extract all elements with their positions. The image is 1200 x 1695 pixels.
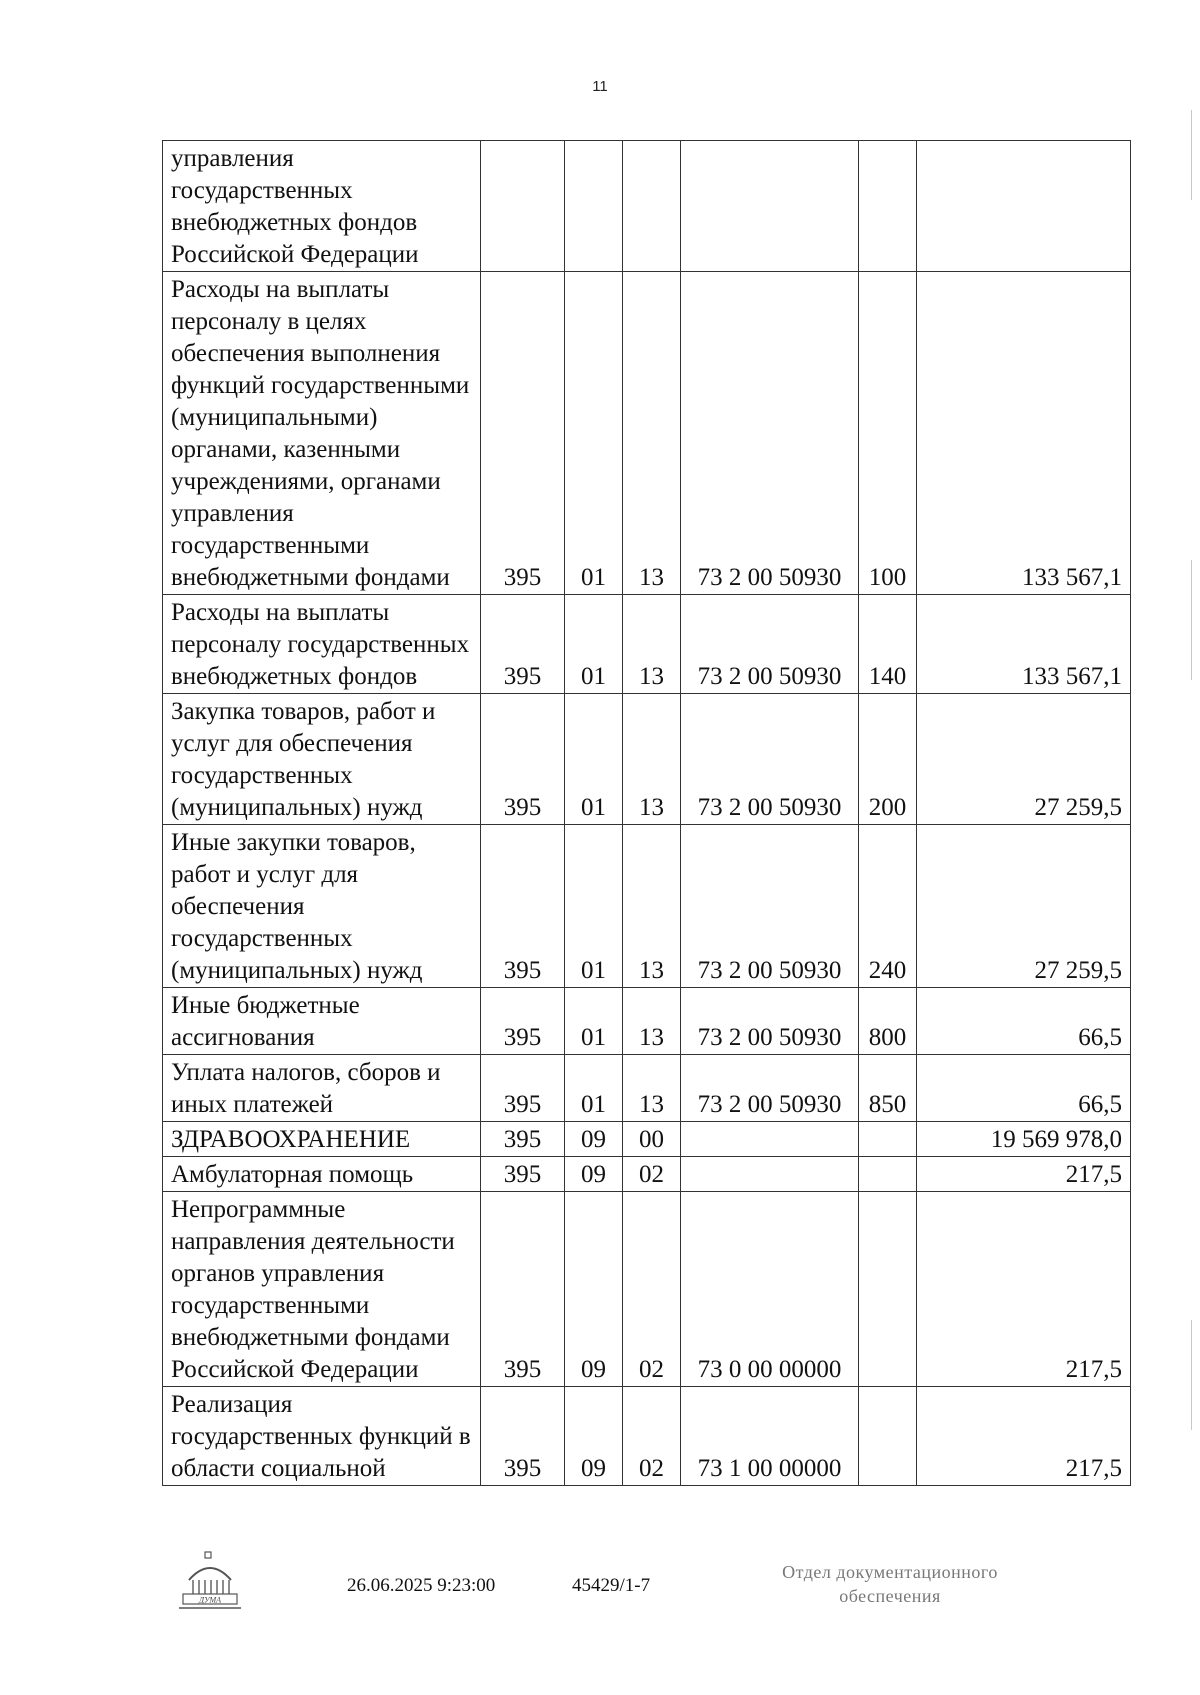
table-row (163, 1122, 1131, 1157)
cell-pr: 13 (623, 988, 681, 1055)
table-row (163, 141, 1131, 272)
cell-name: Закупка товаров, работ и услуг для обеспечения государственных (муниципальных) нужд (163, 694, 481, 825)
cell-csr: 73 2 00 50930 (681, 694, 859, 825)
cell-name: Амбулаторная помощь (163, 1157, 481, 1192)
cell-rz: 09 (565, 1192, 623, 1387)
table-row (163, 1387, 1131, 1486)
cell-ved: 395 (481, 1387, 565, 1486)
cell-vr (859, 1387, 917, 1486)
footer-reg-number: 45429/1-7 (572, 1575, 651, 1596)
cell-vr (859, 141, 917, 272)
svg-text:ДУМА: ДУМА (198, 1595, 222, 1605)
cell-csr (681, 141, 859, 272)
department-stamp (740, 1560, 1040, 1608)
cell-sum: 133 567,1 (917, 272, 1131, 595)
footer-datetime: 26.06.2025 9:23:00 (347, 1575, 496, 1596)
cell-pr: 02 (623, 1192, 681, 1387)
cell-ved: 395 (481, 1157, 565, 1192)
cell-vr: 850 (859, 1055, 917, 1122)
cell-vr (859, 1157, 917, 1192)
scan-edge-mark (1191, 110, 1192, 200)
cell-csr: 73 2 00 50930 (681, 272, 859, 595)
duma-logo (175, 1550, 245, 1614)
cell-pr: 02 (623, 1387, 681, 1486)
cell-rz: 09 (565, 1157, 623, 1192)
table-row (163, 988, 1131, 1055)
cell-name: Уплата налогов, сборов и иных платежей (163, 1055, 481, 1122)
table-row (163, 694, 1131, 825)
cell-pr: 13 (623, 595, 681, 694)
cell-name: Расходы на выплаты персоналу в целях обеспечения выполнения функций государственными (муниципальными) органами, казенными учреждениями, органами управления государственными внебюджетными фондами (163, 272, 481, 595)
cell-vr (859, 1122, 917, 1157)
table-row (163, 595, 1131, 694)
cell-rz: 01 (565, 694, 623, 825)
table-row (163, 1055, 1131, 1122)
cell-rz: 01 (565, 825, 623, 988)
cell-name: Иные закупки товаров, работ и услуг для обеспечения государственных (муниципальных) нужд (163, 825, 481, 988)
cell-csr (681, 1157, 859, 1192)
table-row (163, 272, 1131, 595)
cell-rz: 01 (565, 1055, 623, 1122)
cell-pr: 00 (623, 1122, 681, 1157)
cell-sum: 217,5 (917, 1157, 1131, 1192)
cell-csr: 73 2 00 50930 (681, 988, 859, 1055)
scan-edge-mark (1191, 1320, 1192, 1430)
cell-ved: 395 (481, 1055, 565, 1122)
cell-rz (565, 141, 623, 272)
cell-sum: 66,5 (917, 988, 1131, 1055)
cell-vr: 240 (859, 825, 917, 988)
cell-ved: 395 (481, 595, 565, 694)
cell-ved: 395 (481, 825, 565, 988)
stamp-line-1: Отдел документационного (782, 1562, 998, 1582)
cell-rz: 01 (565, 595, 623, 694)
cell-csr: 73 2 00 50930 (681, 825, 859, 988)
cell-sum: 66,5 (917, 1055, 1131, 1122)
table-row (163, 1192, 1131, 1387)
cell-sum: 27 259,5 (917, 825, 1131, 988)
cell-csr (681, 1122, 859, 1157)
cell-pr: 02 (623, 1157, 681, 1192)
cell-name: управления государственных внебюджетных фондов Российской Федерации (163, 141, 481, 272)
cell-vr: 200 (859, 694, 917, 825)
cell-ved: 395 (481, 694, 565, 825)
cell-sum (917, 141, 1131, 272)
cell-sum: 19 569 978,0 (917, 1122, 1131, 1157)
cell-sum: 27 259,5 (917, 694, 1131, 825)
cell-ved: 395 (481, 1192, 565, 1387)
cell-sum: 217,5 (917, 1387, 1131, 1486)
cell-pr: 13 (623, 272, 681, 595)
cell-csr: 73 2 00 50930 (681, 1055, 859, 1122)
cell-rz: 09 (565, 1387, 623, 1486)
cell-rz: 01 (565, 272, 623, 595)
cell-pr (623, 141, 681, 272)
stamp-line-2: обеспечения (839, 1586, 941, 1606)
cell-csr: 73 1 00 00000 (681, 1387, 859, 1486)
cell-pr: 13 (623, 825, 681, 988)
cell-name: Иные бюджетные ассигнования (163, 988, 481, 1055)
cell-vr: 100 (859, 272, 917, 595)
cell-vr: 140 (859, 595, 917, 694)
cell-ved: 395 (481, 988, 565, 1055)
cell-ved: 395 (481, 1122, 565, 1157)
table-row (163, 825, 1131, 988)
cell-sum: 217,5 (917, 1192, 1131, 1387)
cell-vr (859, 1192, 917, 1387)
cell-name: ЗДРАВООХРАНЕНИЕ (163, 1122, 481, 1157)
page-number: 11 (592, 78, 608, 95)
cell-pr: 13 (623, 1055, 681, 1122)
cell-csr: 73 0 00 00000 (681, 1192, 859, 1387)
cell-vr: 800 (859, 988, 917, 1055)
cell-name: Непрограммные направления деятельности органов управления государственными внебюджетными фондами Российской Федерации (163, 1192, 481, 1387)
cell-rz: 01 (565, 988, 623, 1055)
table-row (163, 1157, 1131, 1192)
cell-sum: 133 567,1 (917, 595, 1131, 694)
cell-csr: 73 2 00 50930 (681, 595, 859, 694)
scan-edge-mark (1191, 560, 1192, 680)
cell-name: Расходы на выплаты персоналу государственных внебюджетных фондов (163, 595, 481, 694)
cell-pr: 13 (623, 694, 681, 825)
cell-ved: 395 (481, 272, 565, 595)
cell-rz: 09 (565, 1122, 623, 1157)
cell-ved (481, 141, 565, 272)
cell-name: Реализация государственных функций в области социальной (163, 1387, 481, 1486)
budget-table (162, 140, 1131, 1486)
